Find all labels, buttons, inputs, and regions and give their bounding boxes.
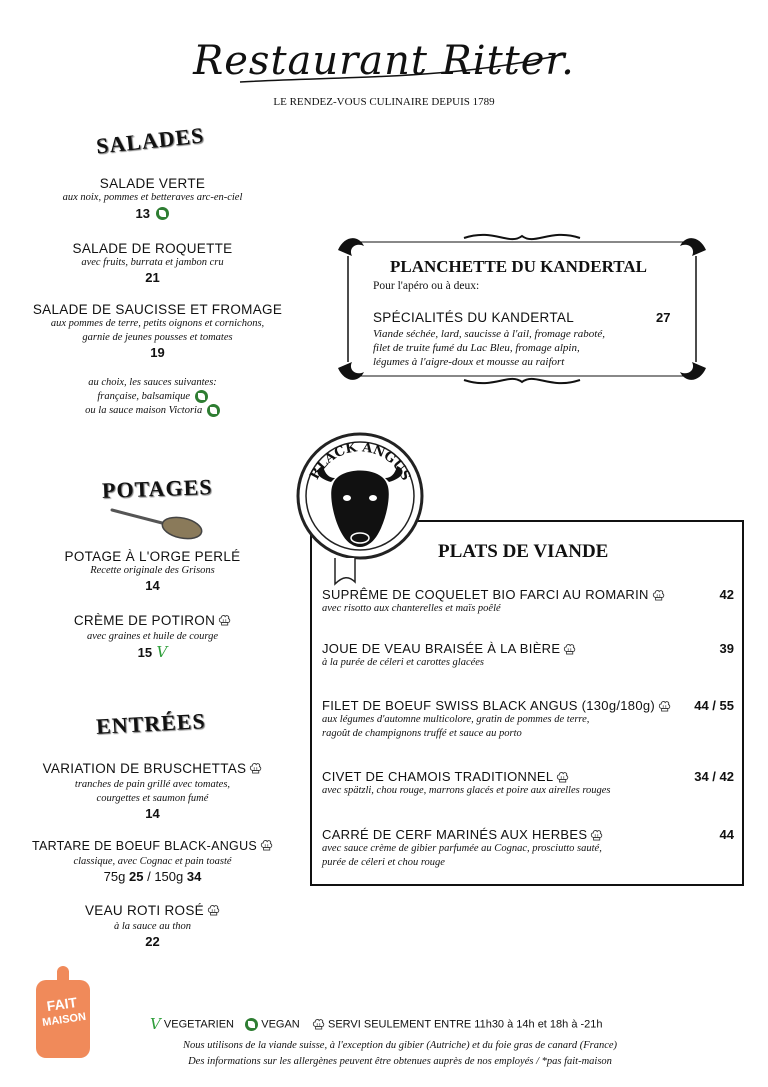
plats-title: PLATS DE VIANDE	[438, 541, 609, 562]
fait-maison-line: FAIT	[45, 994, 79, 1015]
plat-item-joue-de-veau	[322, 641, 734, 670]
item-price: 19	[150, 345, 165, 360]
price-small: 25	[128, 869, 144, 884]
item-description: aux pommes de terre, petits oignons et cornichons,	[50, 318, 265, 329]
chef-hat-icon	[249, 762, 262, 775]
plat-item-civet-chamois	[322, 769, 734, 798]
menu-item-salade-roquette	[20, 241, 285, 285]
sauce-line: française, balsamique	[97, 391, 191, 402]
size-small: 75g	[103, 869, 126, 884]
menu-item-potage-orge	[20, 549, 285, 593]
menu-item-creme-potiron	[20, 612, 285, 662]
spoon-image	[108, 502, 203, 542]
item-description: avec risotto aux chanterelles et maïs poêlé	[322, 603, 501, 615]
planchette-subtitle: Pour l'apéro ou à deux:	[373, 280, 480, 292]
section-title-entrees: ENTRÉES	[95, 708, 207, 739]
item-name: SALADE DE SAUCISSE ET FROMAGE	[32, 302, 283, 317]
vegan-icon	[207, 404, 220, 417]
item-name: CRÈME DE POTIRON	[73, 613, 216, 628]
item-name: CIVET DE CHAMOIS TRADITIONNEL	[322, 769, 554, 784]
item-price: 14	[145, 806, 160, 821]
footer-allergen-note: Des informations sur les allergènes peuvent être obtenues auprès de nos employés / *pas fait-maison	[188, 1056, 612, 1067]
item-name: SALADE DE ROQUETTE	[72, 241, 233, 256]
item-price: 44 / 55	[694, 698, 734, 713]
item-price: 34 / 42	[694, 769, 734, 784]
legend-vegan: VEGAN	[261, 1018, 300, 1031]
item-name: CARRÉ DE CERF MARINÉS AUX HERBES	[322, 827, 588, 842]
tagline: LE RENDEZ-VOUS CULINAIRE DEPUIS 1789	[273, 96, 495, 108]
sauce-line: au choix, les sauces suivantes:	[88, 377, 217, 388]
item-price: 22	[145, 934, 160, 949]
item-name: VARIATION DE BRUSCHETTAS	[42, 761, 247, 776]
chef-hat-icon	[312, 1018, 325, 1031]
legend-vegetarian: VEGETARIEN	[163, 1018, 234, 1031]
menu-item-salade-saucisse	[20, 302, 295, 360]
sauce-line: ou la sauce maison Victoria	[85, 405, 203, 416]
chef-hat-icon	[658, 700, 671, 713]
sauce-options	[20, 376, 285, 418]
vegetarian-icon: V	[150, 1015, 161, 1033]
logo-flourish	[230, 50, 570, 90]
item-description: à la purée de céleri et carottes glacées	[322, 657, 485, 669]
vegetarian-icon: V	[156, 643, 168, 662]
item-name: JOUE DE VEAU BRAISÉE À LA BIÈRE	[322, 641, 561, 656]
item-description: avec sauce crème de gibier parfumée au Cognac, prosciutto sauté,	[322, 843, 602, 855]
plat-item-filet-de-boeuf	[322, 698, 734, 741]
badge-text: BLACK ANGUS	[307, 440, 414, 484]
item-description: Recette originale des Grisons	[90, 565, 215, 576]
item-name: SALADE VERTE	[99, 176, 206, 191]
planchette-desc	[373, 327, 605, 369]
item-description: ragoût de champignons truffé et sauce au porto	[322, 728, 522, 740]
menu-item-salade-verte	[20, 176, 285, 223]
item-price: 21	[145, 270, 160, 285]
chef-hat-icon	[260, 839, 273, 852]
planchette-desc-line: filet de truite fumé du Lac Bleu, fromage alpin,	[373, 342, 580, 354]
planchette-desc-line: légumes à l'aigre-doux et mousse au raifort	[373, 356, 565, 368]
menu-item-bruschettas	[20, 760, 285, 821]
section-title-salades: SALADES	[94, 122, 206, 159]
item-description: aux noix, pommes et betteraves arc-en-ciel	[62, 192, 243, 203]
section-title-potages: POTAGES	[101, 474, 213, 503]
item-price: 44	[719, 827, 734, 842]
black-angus-badge	[295, 426, 425, 590]
fait-maison-badge	[36, 966, 90, 1058]
plat-item-carre-de-cerf	[322, 827, 734, 870]
vegan-icon	[245, 1018, 258, 1031]
vegan-icon	[195, 390, 208, 403]
item-price: 42	[719, 587, 734, 602]
item-description: tranches de pain grillé avec tomates,	[74, 779, 231, 790]
vegan-icon	[156, 207, 169, 220]
footer-origin-note: Nous utilisons de la viande suisse, à l'exception du gibier (Autriche) et du foie gras de canard (France)	[182, 1040, 618, 1051]
chef-hat-icon	[556, 771, 569, 784]
item-description: classique, avec Cognac et pain toasté	[73, 856, 232, 867]
item-name: VEAU ROTI ROSÉ	[85, 903, 204, 918]
item-description: courgettes et saumon fumé	[96, 793, 209, 804]
item-description: aux légumes d'automne multicolore, gratin de pommes de terre,	[322, 714, 590, 726]
item-name: SUPRÊME DE COQUELET BIO FARCI AU ROMARIN	[322, 587, 649, 602]
item-description: purée de céleri et chou rouge	[322, 857, 445, 869]
menu-item-veau-roti	[20, 902, 285, 949]
planchette-desc-line: Viande séchée, lard, saucisse à l'ail, fromage raboté,	[373, 328, 605, 340]
plat-item-coquelet	[322, 587, 734, 616]
item-description: avec graines et huile de courge	[86, 631, 219, 642]
item-name: FILET DE BOEUF SWISS BLACK ANGUS (130g/180g)	[322, 698, 656, 713]
restaurant-logo: Restaurant Ritter.	[193, 38, 575, 84]
item-description: garnie de jeunes pousses et tomates	[82, 332, 233, 343]
chef-hat-icon	[652, 589, 665, 602]
item-price: 13	[135, 206, 150, 221]
item-price: 15	[137, 645, 153, 660]
legend	[150, 1017, 603, 1032]
planchette-item-name: SPÉCIALITÉS DU KANDERTAL	[373, 310, 575, 325]
item-description: avec spätzli, chou rouge, marrons glacés et poire aux airelles rouges	[322, 785, 611, 797]
chef-hat-icon	[207, 904, 220, 917]
item-description: à la sauce au thon	[114, 921, 191, 932]
item-description: avec fruits, burrata et jambon cru	[81, 257, 224, 268]
price-large: 34	[186, 869, 202, 884]
chef-hat-icon	[563, 643, 576, 656]
planchette-item-price: 27	[656, 310, 671, 325]
menu-item-tartare	[20, 837, 285, 884]
legend-chef: SERVI SEULEMENT ENTRE 11h30 à 14h et 18h à -21h	[327, 1018, 603, 1031]
item-price: 39	[719, 641, 734, 656]
item-price: 14	[145, 578, 160, 593]
item-name: TARTARE DE BOEUF BLACK-ANGUS	[31, 839, 258, 853]
size-large: 150g	[154, 869, 184, 884]
price-separator: /	[147, 869, 151, 884]
item-name: POTAGE À L'ORGE PERLÉ	[64, 549, 241, 564]
fait-maison-line: MAISON	[41, 1010, 87, 1029]
planchette-title: PLANCHETTE DU KANDERTAL	[390, 257, 647, 276]
chef-hat-icon	[590, 829, 603, 842]
chef-hat-icon	[218, 614, 231, 627]
